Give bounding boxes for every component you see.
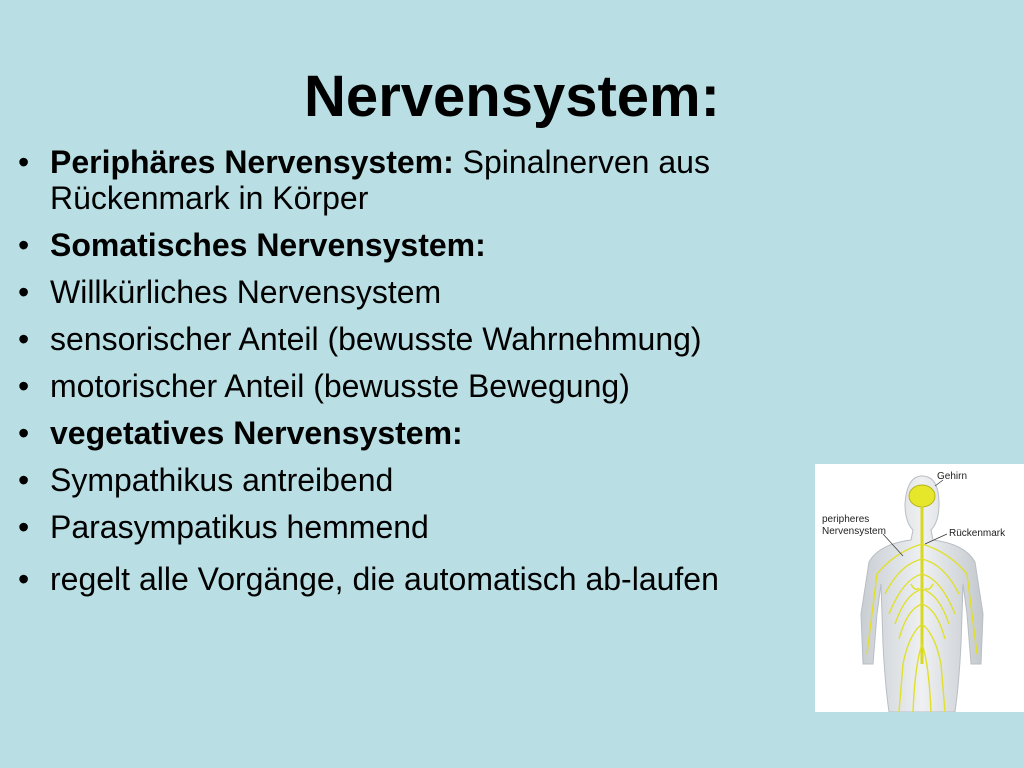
slide-title: Nervensystem: xyxy=(304,64,720,129)
bullet-text: Sympathikus antreibend xyxy=(50,462,394,498)
bullet-item xyxy=(14,144,894,216)
bullet-item xyxy=(14,321,894,357)
bullet-text: Willkürliches Nervensystem xyxy=(50,274,442,310)
bullet-bold: Periphäres Nervensystem: xyxy=(50,144,454,180)
bullet-bold: Somatisches Nervensystem: xyxy=(50,227,486,263)
bullet-text: regelt alle Vorgänge, die automatisch ab-laufen xyxy=(50,561,719,597)
label-pns-line1: peripheres xyxy=(822,514,870,525)
bullet-item xyxy=(14,415,894,451)
label-spinal-cord: Rückenmark xyxy=(949,528,1006,539)
bullet-text: Parasympatikus hemmend xyxy=(50,509,429,545)
bullet-text: Spinalnerven aus Rückenmark in Körper xyxy=(50,144,710,216)
bullet-bold: vegetatives Nervensystem: xyxy=(50,415,463,451)
bullet-item xyxy=(14,462,894,498)
nervous-system-illustration xyxy=(815,464,1024,712)
bullet-item xyxy=(14,368,894,404)
bullet-item xyxy=(14,556,810,602)
bullet-text: sensorischer Anteil (bewusste Wahrnehmung) xyxy=(50,321,702,357)
body-figure-svg xyxy=(815,464,1024,712)
label-pns-line2: Nervensystem xyxy=(822,526,886,537)
bullet-item xyxy=(14,227,894,263)
bullet-list xyxy=(14,144,894,602)
label-brain: Gehirn xyxy=(937,471,968,482)
bullet-item xyxy=(14,509,894,545)
bullet-text: motorischer Anteil (bewusste Bewegung) xyxy=(50,368,630,404)
brain-shape xyxy=(909,485,935,507)
bullet-item xyxy=(14,274,894,310)
